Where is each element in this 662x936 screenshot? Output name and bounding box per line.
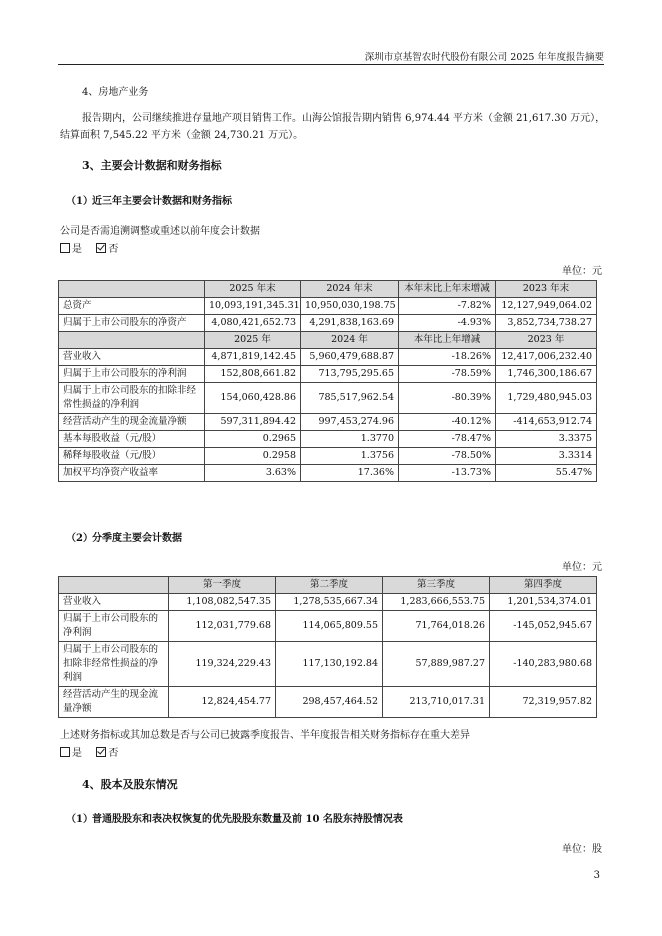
section3-sub2-number: （2） xyxy=(66,533,93,544)
value-cell: -414,653,912.74 xyxy=(496,414,597,431)
retro-adjust-options xyxy=(60,240,118,255)
section3-sub2-title: 分季度主要会计数据 xyxy=(92,533,182,544)
value-cell: -13.73% xyxy=(399,465,496,482)
value-cell: 17.36% xyxy=(301,465,399,482)
header-corner-cell xyxy=(59,281,205,298)
no-label: 否 xyxy=(108,244,119,255)
value-cell: 785,517,962.54 xyxy=(301,383,399,414)
value-cell: 10,093,191,345.31 xyxy=(205,298,301,315)
section4-sub1-number: （1） xyxy=(66,814,93,825)
value-cell: 1.3770 xyxy=(301,431,399,448)
value-cell: -18.26% xyxy=(399,349,496,366)
value-cell: 117,130,192.84 xyxy=(276,642,383,687)
table-header-row xyxy=(59,577,597,594)
value-cell: 4,871,819,142.45 xyxy=(205,349,301,366)
no-label: 否 xyxy=(108,748,119,759)
value-cell: 114,065,809.55 xyxy=(276,611,383,642)
table2-unit: 单位：元 xyxy=(562,562,602,573)
section3-sub1-title: 近三年主要会计数据和财务指标 xyxy=(92,196,232,207)
section4-title: 4、股本及股东情况 xyxy=(82,778,178,791)
value-cell: 4,080,421,652.73 xyxy=(205,315,301,332)
value-cell: 1,283,666,553.75 xyxy=(383,594,490,611)
value-cell: 1,201,534,374.01 xyxy=(490,594,597,611)
section3-title: 3、主要会计数据和财务指标 xyxy=(82,159,222,172)
column-header-cell: 2023 年末 xyxy=(496,281,597,298)
column-header-cell: 第二季度 xyxy=(276,577,383,594)
value-cell: 55.47% xyxy=(496,465,597,482)
section3-sub1-number: （1） xyxy=(66,196,93,207)
table-row xyxy=(59,448,597,465)
table-row xyxy=(59,366,597,383)
value-cell: -145,052,945.67 xyxy=(490,611,597,642)
row-label-cell: 归属于上市公司股东的净利润 xyxy=(59,611,169,642)
value-cell: 1,746,300,186.67 xyxy=(496,366,597,383)
table-header-row xyxy=(59,281,597,298)
table-row xyxy=(59,414,597,431)
column-header-cell: 第一季度 xyxy=(169,577,276,594)
value-cell: -78.50% xyxy=(399,448,496,465)
quarterly-financials-table xyxy=(58,576,597,718)
section4-unit: 单位：股 xyxy=(562,844,602,855)
value-cell: 57,889,987.27 xyxy=(383,642,490,687)
value-cell: 72,319,957.82 xyxy=(490,687,597,718)
value-cell: 0.2958 xyxy=(205,448,301,465)
value-cell: 152,808,661.82 xyxy=(205,366,301,383)
value-cell: 298,457,464.52 xyxy=(276,687,383,718)
header-corner-cell xyxy=(59,332,205,349)
table-row xyxy=(59,349,597,366)
table-row xyxy=(59,611,597,642)
report-header-title: 深圳市京基智农时代股份有限公司 2025 年年度报告摘要 xyxy=(364,52,604,63)
value-cell: -78.47% xyxy=(399,431,496,448)
value-cell: 154,060,428.86 xyxy=(205,383,301,414)
row-label-cell: 营业收入 xyxy=(59,594,169,611)
table-row xyxy=(59,594,597,611)
table-row xyxy=(59,687,597,718)
row-label-cell: 经营活动产生的现金流量净额 xyxy=(59,414,205,431)
value-cell: 3.3314 xyxy=(496,448,597,465)
value-cell: 12,824,454.77 xyxy=(169,687,276,718)
row-label-cell: 归属于上市公司股东的净资产 xyxy=(59,315,205,332)
header-divider xyxy=(58,64,604,65)
header-corner-cell xyxy=(59,577,169,594)
table-row xyxy=(59,315,597,332)
value-cell: 10,950,030,198.75 xyxy=(301,298,399,315)
value-cell: 12,127,949,064.02 xyxy=(496,298,597,315)
value-cell: 3.3375 xyxy=(496,431,597,448)
row-label-cell: 加权平均净资产收益率 xyxy=(59,465,205,482)
table-row xyxy=(59,298,597,315)
section4-sub1-title: 普通股股东和表决权恢复的优先股股东数量及前 10 名股东持股情况表 xyxy=(92,814,403,825)
yes-checkbox xyxy=(60,747,70,757)
difference-question: 上述财务指标或其加总数是否与公司已披露季度报告、半年度报告相关财务指标存在重大差异 xyxy=(60,730,470,741)
row-label-cell: 经营活动产生的现金流量净额 xyxy=(59,687,169,718)
retro-adjust-question: 公司是否需追溯调整或重述以前年度会计数据 xyxy=(60,226,260,237)
real-estate-paragraph-line1: 报告期内，公司继续推进存量地产项目销售工作。山海公馆报告期内销售 6,974.44 平方米（金额 21,617.30 万元）， xyxy=(82,113,606,124)
real-estate-heading: 4、房地产业务 xyxy=(82,87,149,98)
value-cell: -7.82% xyxy=(399,298,496,315)
value-cell: 12,417,006,232.40 xyxy=(496,349,597,366)
row-label-cell: 归属于上市公司股东的净利润 xyxy=(59,366,205,383)
table-header-row xyxy=(59,332,597,349)
row-label-cell: 归属于上市公司股东的扣除非经常性损益的净利润 xyxy=(59,383,205,414)
difference-options xyxy=(60,744,118,759)
table-row xyxy=(59,383,597,414)
value-cell: 213,710,017.31 xyxy=(383,687,490,718)
yes-checkbox xyxy=(60,243,70,253)
row-label-cell: 稀释每股收益（元/股） xyxy=(59,448,205,465)
value-cell: 119,324,229.43 xyxy=(169,642,276,687)
row-label-cell: 总资产 xyxy=(59,298,205,315)
value-cell: 5,960,479,688.87 xyxy=(301,349,399,366)
value-cell: -140,283,980.68 xyxy=(490,642,597,687)
table-row xyxy=(59,642,597,687)
value-cell: 1.3756 xyxy=(301,448,399,465)
column-header-cell: 本年末比上年末增减 xyxy=(399,281,496,298)
no-checkbox-checked xyxy=(96,243,106,253)
row-label-cell: 归属于上市公司股东的扣除非经常性损益的净利润 xyxy=(59,642,169,687)
value-cell: 3,852,734,738.27 xyxy=(496,315,597,332)
table-row xyxy=(59,431,597,448)
value-cell: 713,795,295.65 xyxy=(301,366,399,383)
value-cell: 71,764,018.26 xyxy=(383,611,490,642)
value-cell: 1,729,480,945.03 xyxy=(496,383,597,414)
yes-label: 是 xyxy=(72,748,82,759)
column-header-cell: 2024 年 xyxy=(301,332,399,349)
table-row xyxy=(59,465,597,482)
value-cell: 1,278,535,667.34 xyxy=(276,594,383,611)
yes-label: 是 xyxy=(72,244,82,255)
value-cell: 1,108,082,547.35 xyxy=(169,594,276,611)
value-cell: -40.12% xyxy=(399,414,496,431)
row-label-cell: 营业收入 xyxy=(59,349,205,366)
value-cell: 4,291,838,163.69 xyxy=(301,315,399,332)
value-cell: 0.2965 xyxy=(205,431,301,448)
column-header-cell: 第四季度 xyxy=(490,577,597,594)
row-label-cell: 基本每股收益（元/股） xyxy=(59,431,205,448)
column-header-cell: 2025 年 xyxy=(205,332,301,349)
value-cell: -78.59% xyxy=(399,366,496,383)
page-number: 3 xyxy=(593,870,600,881)
column-header-cell: 第三季度 xyxy=(383,577,490,594)
no-checkbox-checked xyxy=(96,747,106,757)
value-cell: 112,031,779.68 xyxy=(169,611,276,642)
column-header-cell: 2025 年末 xyxy=(205,281,301,298)
value-cell: -80.39% xyxy=(399,383,496,414)
value-cell: 997,453,274.96 xyxy=(301,414,399,431)
column-header-cell: 本年比上年增减 xyxy=(399,332,496,349)
table1-unit: 单位：元 xyxy=(562,266,602,277)
value-cell: 597,311,894.42 xyxy=(205,414,301,431)
real-estate-paragraph-line2: 结算面积 7,545.22 平方米（金额 24,730.21 万元）。 xyxy=(60,130,304,141)
three-year-financials-table xyxy=(58,280,597,482)
value-cell: -4.93% xyxy=(399,315,496,332)
column-header-cell: 2024 年末 xyxy=(301,281,399,298)
column-header-cell: 2023 年 xyxy=(496,332,597,349)
value-cell: 3.63% xyxy=(205,465,301,482)
